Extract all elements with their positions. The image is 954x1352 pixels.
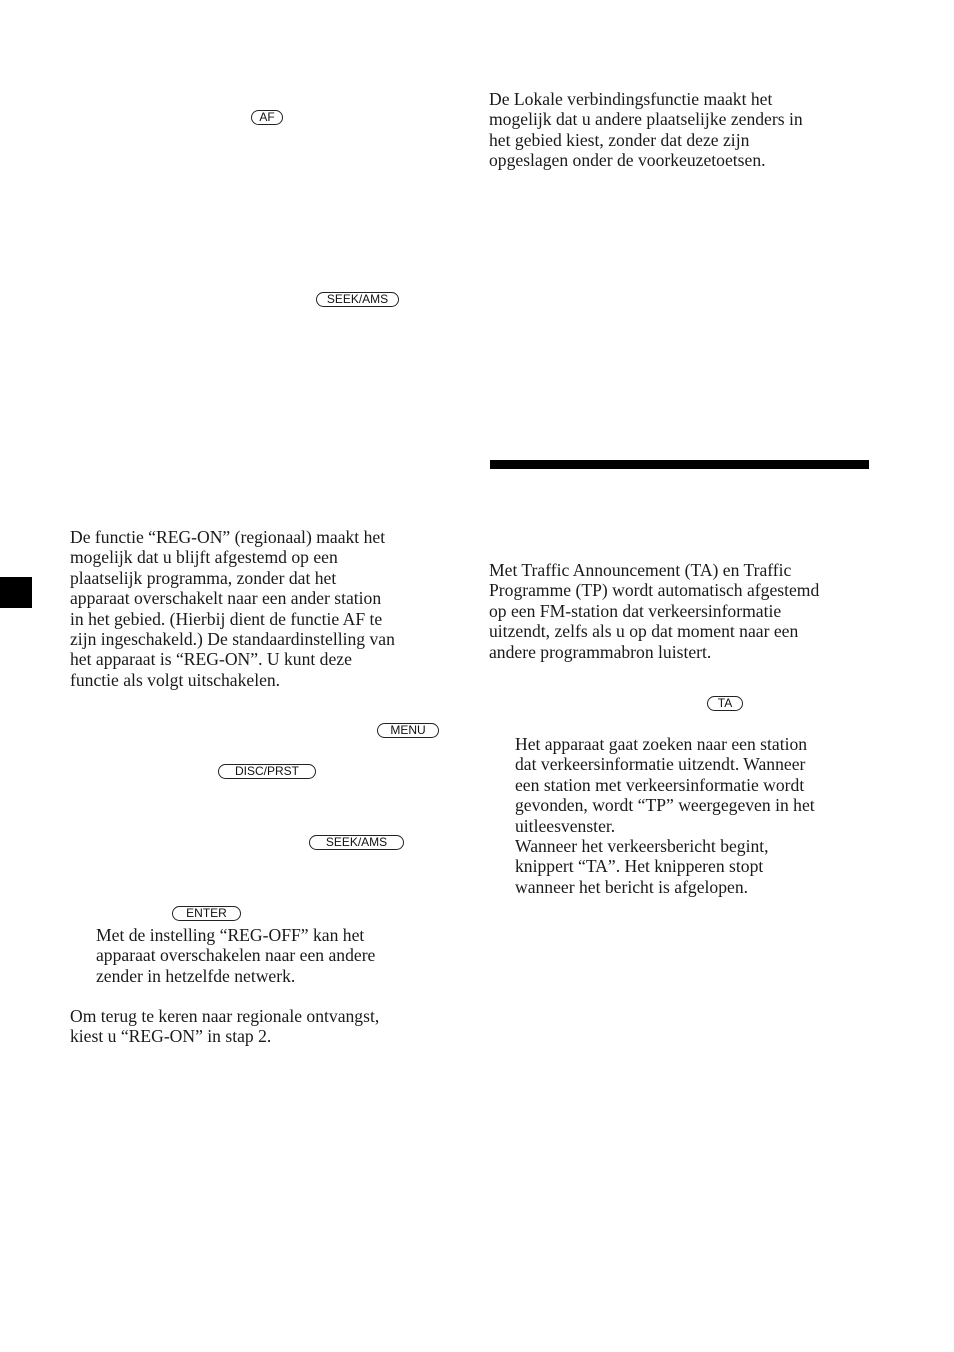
- text-line: functie als volgt uitschakelen.: [70, 669, 281, 690]
- text-line: De Lokale verbindingsfunctie maakt het: [489, 89, 773, 109]
- text-line: uitzendt, zelfs als u op dat moment naar een: [489, 621, 799, 642]
- text-line: apparaat overschakelen naar een andere: [96, 945, 376, 966]
- text-line: Om terug te keren naar regionale ontvangst,: [70, 1006, 380, 1026]
- ta-button-glyph: TA: [707, 696, 743, 711]
- af-button-glyph: AF: [251, 110, 283, 125]
- text-line: uitleesvenster.: [515, 815, 616, 836]
- text-line: mogelijk dat u andere plaatselijke zenders in: [489, 109, 803, 130]
- menu-button-glyph: MENU: [377, 723, 439, 738]
- ta-result-paragraph: [515, 734, 815, 897]
- text-line: mogelijk dat u blijft afgestemd op een: [70, 547, 338, 568]
- text-line: andere programmabron luistert.: [489, 641, 712, 662]
- text-line: wanneer het bericht is afgelopen.: [515, 876, 749, 897]
- section-tab-marker: [0, 577, 32, 608]
- text-line: in het gebied. (Hierbij dient de functie AF te: [70, 608, 383, 629]
- text-line: plaatselijk programma, zonder dat het: [70, 567, 337, 588]
- text-line: Het apparaat gaat zoeken naar een station: [515, 734, 808, 754]
- text-line: knippert “TA”. Het knipperen stopt: [515, 856, 764, 877]
- text-line: Programme (TP) wordt automatisch afgestemd: [489, 580, 820, 601]
- text-line: De functie “REG-ON” (regionaal) maakt het: [70, 527, 386, 547]
- text-line: gevonden, wordt “TP” weergegeven in het: [515, 795, 815, 816]
- disc-prst-button-glyph: DISC/PRST: [218, 764, 316, 779]
- return-note: [70, 1006, 379, 1047]
- text-line: Wanneer het verkeersbericht begint,: [515, 836, 769, 857]
- text-line: het gebied kiest, zonder dat deze zijn: [489, 129, 750, 150]
- text-line: zender in hetzelfde netwerk.: [96, 965, 296, 986]
- ta-intro-paragraph: [489, 560, 819, 662]
- text-line: een station met verkeersinformatie wordt: [515, 774, 805, 795]
- text-line: op een FM-station dat verkeersinformatie: [489, 600, 782, 621]
- text-line: zijn ingeschakeld.) De standaardinstelling van: [70, 629, 395, 650]
- text-line: opgeslagen onder de voorkeuzetoetsen.: [489, 150, 766, 171]
- text-line: dat verkeersinformatie uitzendt. Wanneer: [515, 754, 806, 775]
- reg-off-note: [96, 925, 375, 986]
- reg-intro-paragraph: [70, 527, 395, 690]
- text-line: het apparaat is “REG-ON”. U kunt deze: [70, 649, 352, 670]
- local-link-paragraph: [489, 89, 803, 171]
- enter-button-glyph: ENTER: [172, 906, 241, 921]
- text-line: Met de instelling “REG-OFF” kan het: [96, 925, 365, 945]
- seek-ams-button-glyph-top: SEEK/AMS: [316, 292, 399, 307]
- text-line: kiest u “REG-ON” in stap 2.: [70, 1026, 272, 1047]
- section-divider-bar: [490, 460, 869, 469]
- seek-ams-button-glyph-mid: SEEK/AMS: [309, 835, 404, 850]
- text-line: Met Traffic Announcement (TA) en Traffic: [489, 560, 792, 580]
- text-line: apparaat overschakelt naar een ander station: [70, 588, 382, 609]
